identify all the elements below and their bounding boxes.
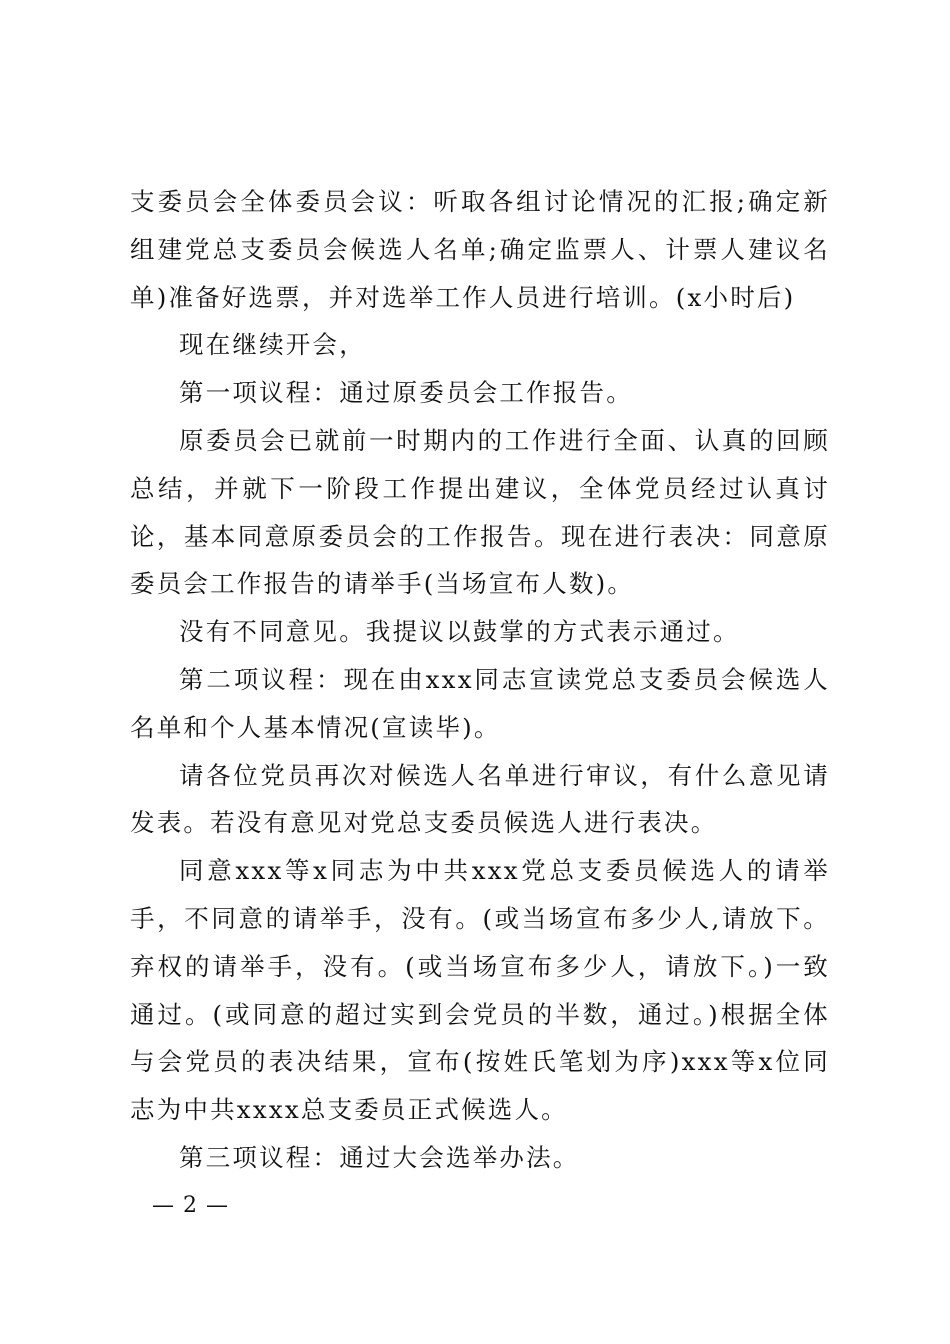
document-body [130,178,830,1182]
paragraph-7: 请各位党员再次对候选人名单进行审议，有什么意见请发表。若没有意见对党总支委员候选人进行表决。 [130,760,830,838]
paragraph-4: 原委员会已就前一时期内的工作进行全面、认真的回顾总结，并就下一阶段工作提出建议，全体党员经过认真讨论，基本同意原委员会的工作报告。现在进行表决：同意原委员会工作报告的请举手(当场宣布人数)。 [130,425,830,599]
paragraph-6: 第二项议程：现在由xxx同志宣读党总支委员会候选人名单和个人基本情况(宣读毕)。 [130,664,830,742]
paragraph-2: 现在继续开会， [179,330,366,360]
page-number: — 2 — [152,1193,229,1218]
paragraph-3: 第一项议程：通过原委员会工作报告。 [179,378,633,408]
paragraph-5: 没有不同意见。我提议以鼓掌的方式表示通过。 [179,617,740,647]
paragraph-8: 同意xxx等x同志为中共xxx党总支委员候选人的请举手，不同意的请举手，没有。(或当场宣布多少人,请放下。弃权的请举手，没有。(或当场宣布多少人，请放下。)一致通过。(或同意的超过实到会党员的半数，通过。)根据全体与会党员的表决结果，宣布(按姓氏笔划为序)xxx等x位同志为中共xxxx总支委员正式候选人。 [130,856,830,1125]
paragraph-1: 支委员会全体委员会议：听取各组讨论情况的汇报;确定新组建党总支委员会候选人名单;确定监票人、计票人建议名单)准备好选票，并对选举工作人员进行培训。(x小时后) [130,187,830,312]
paragraph-9: 第三项议程：通过大会选举办法。 [179,1142,580,1172]
